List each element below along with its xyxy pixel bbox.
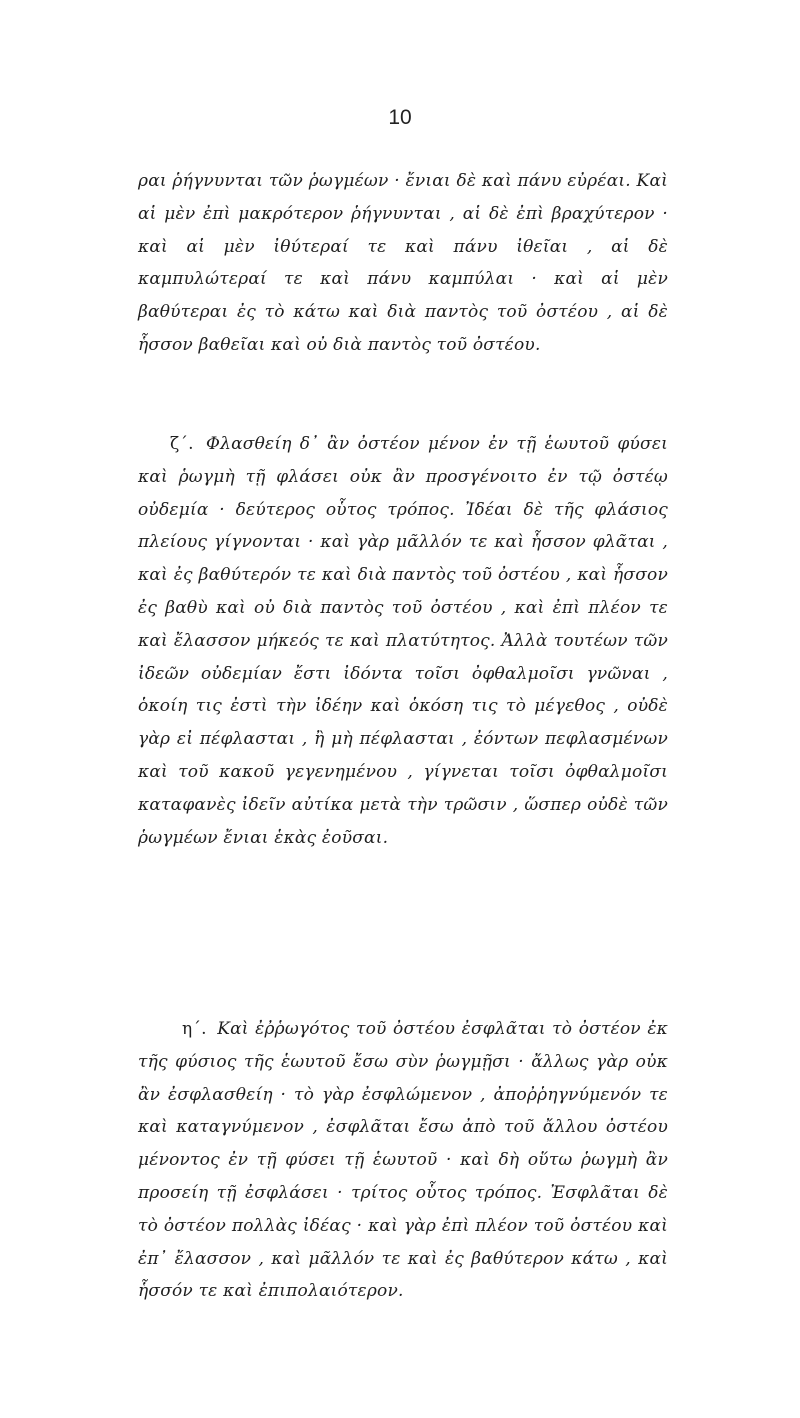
paragraph-text: ραι ῥήγνυνται τῶν ῥωγμέων · ἔνιαι δὲ καὶ πάνυ εὐρέαι. Καὶ αἱ μὲν ἐπὶ μακρότερον ῥήγνυνται , αἱ δὲ ἐπὶ βραχύτερον · καὶ αἱ μὲν ἰθύτεραί τε καὶ πάνυ ἰθεῖαι , αἱ δὲ καμπυλώτεραί τε καὶ πάνυ καμπύλαι · καὶ αἱ μὲν βαθύτεραι ἐς τὸ κάτω καὶ διὰ παντὸς τοῦ ὀστέου , αἱ δὲ ἧσσον βαθεῖαι καὶ οὐ διὰ παντὸς τοῦ ὀστέου. <box>138 171 668 355</box>
page-number: 10 <box>388 106 412 129</box>
section-8-paragraph <box>138 1013 668 1308</box>
paragraph-continuation <box>138 165 668 362</box>
section-7-paragraph <box>138 428 668 854</box>
paragraph-text: Φλασθείη δ᾽ ἂν ὀστέον μένον ἐν τῇ ἑωυτοῦ φύσει καὶ ῥωγμὴ τῇ φλάσει οὐκ ἂν προσγένοιτο ἐν τῷ ὀστέῳ οὐδεμία · δεύτερος οὗτος τρόπος. Ἰδέαι δὲ τῆς φλάσιος πλείους γίγνονται · καὶ γὰρ μᾶλλόν τε καὶ ἧσσον φλᾶται , καὶ ἐς βαθύτερόν τε καὶ διὰ παντὸς τοῦ ὀστέου , καὶ ἧσσον ἐς βαθὺ καὶ οὐ διὰ παντὸς τοῦ ὀστέου , καὶ ἐπὶ πλέον τε καὶ ἔλασσον μήκεός τε καὶ πλατύτητος. Ἀλλὰ τουτέων τῶν ἰδεῶν οὐδεμίαν ἔστι ἰδόντα τοῖσι ὀφθαλμοῖσι γνῶναι , ὁκοίη τις ἐστὶ τὴν ἰδέην καὶ ὁκόση τις τὸ μέγεθος , οὐδὲ γὰρ εἰ πέφλασται , ἢ μὴ πέφλασται , ἐόντων πεφλασμένων καὶ τοῦ κακοῦ γεγενημένου , γίγνεται τοῖσι ὀφθαλμοῖσι καταφανὲς ἰδεῖν αὐτίκα μετὰ τὴν τρῶσιν , ὥσπερ οὐδὲ τῶν ῥωγμέων ἔνιαι ἑκὰς ἐοῦσαι. <box>138 434 669 848</box>
paragraph-body <box>138 428 668 854</box>
paragraph-body <box>138 1013 668 1308</box>
section-number: η΄. <box>182 1019 207 1039</box>
paragraph-text: Καὶ ἐῤῥωγότος τοῦ ὀστέου ἐσφλᾶται τὸ ὀστέον ἐκ τῆς φύσιος τῆς ἑωυτοῦ ἔσω σὺν ῥωγμῇσι · ἄλλως γὰρ οὐκ ἂν ἐσφλασθείη · τὸ γὰρ ἐσφλώμενον , ἀποῤῥηγνύμενόν τε καὶ καταγνύμενον , ἐσφλᾶται ἔσω ἀπὸ τοῦ ἄλλου ὀστέου μένοντος ἐν τῇ φύσει τῇ ἑωυτοῦ · καὶ δὴ οὕτω ῥωγμὴ ἂν προσείη τῇ ἐσφλάσει · τρίτος οὗτος τρόπος. Ἐσφλᾶται δὲ τὸ ὀστέον πολλὰς ἰδέας · καὶ γὰρ ἐπὶ πλέον τοῦ ὀστέου καὶ ἐπ᾽ ἔλασσον , καὶ μᾶλλόν τε καὶ ἐς βαθύτερον κάτω , καὶ ἧσσόν τε καὶ ἐπιπολαιότερον. <box>138 1019 669 1302</box>
section-number: ζ΄. <box>170 434 194 454</box>
